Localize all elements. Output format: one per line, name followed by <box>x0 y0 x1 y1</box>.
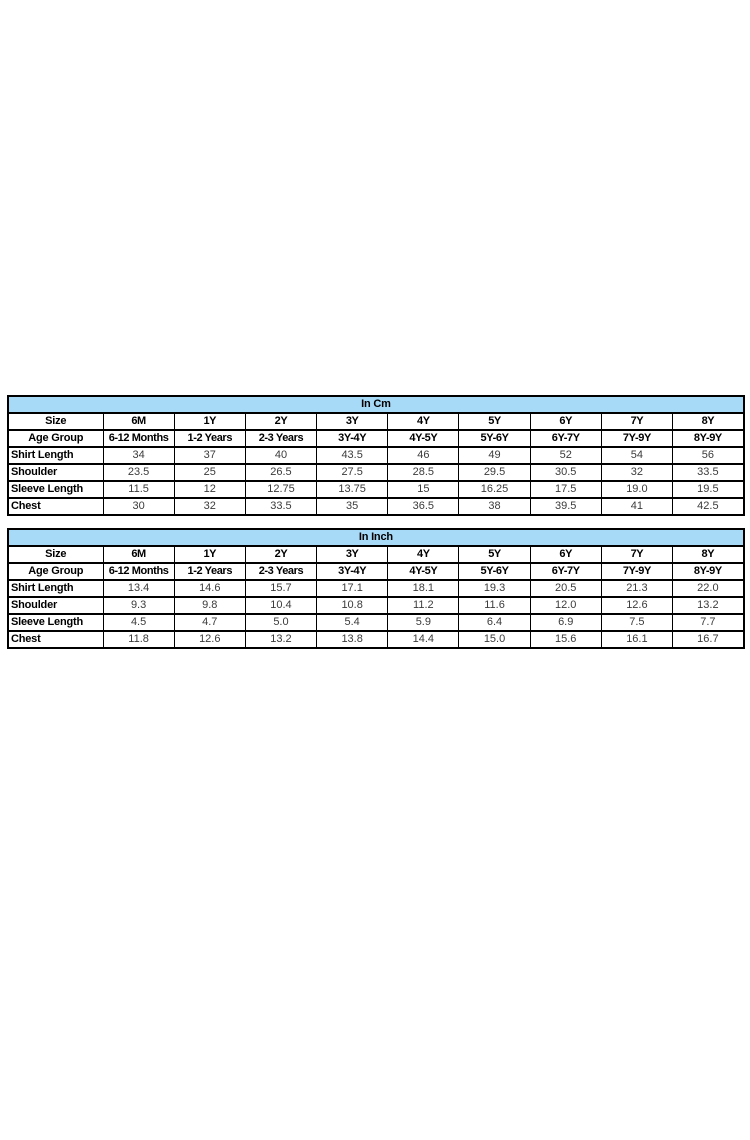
table-row <box>8 631 744 648</box>
row-label: Chest <box>8 498 103 515</box>
value-cell: 13.8 <box>317 631 388 648</box>
size-header-cell: 2Y <box>245 413 316 430</box>
value-cell: 35 <box>317 498 388 515</box>
row-label: Age Group <box>8 430 103 447</box>
value-cell: 19.5 <box>673 481 744 498</box>
row-label: Shirt Length <box>8 580 103 597</box>
age-group-cell: 6-12 Months <box>103 430 174 447</box>
value-cell: 19.3 <box>459 580 530 597</box>
value-cell: 26.5 <box>245 464 316 481</box>
value-cell: 13.2 <box>673 597 744 614</box>
value-cell: 30 <box>103 498 174 515</box>
value-cell: 56 <box>673 447 744 464</box>
size-header-cell: 6M <box>103 546 174 563</box>
value-cell: 16.25 <box>459 481 530 498</box>
value-cell: 34 <box>103 447 174 464</box>
table-row <box>8 464 744 481</box>
value-cell: 14.6 <box>174 580 245 597</box>
value-cell: 15.6 <box>530 631 601 648</box>
value-cell: 22.0 <box>673 580 744 597</box>
value-cell: 12.6 <box>601 597 672 614</box>
size-header-cell: 8Y <box>673 413 744 430</box>
size-header-cell: 8Y <box>673 546 744 563</box>
value-cell: 32 <box>174 498 245 515</box>
value-cell: 5.4 <box>317 614 388 631</box>
value-cell: 39.5 <box>530 498 601 515</box>
size-header-cell: 1Y <box>174 546 245 563</box>
value-cell: 41 <box>601 498 672 515</box>
value-cell: 52 <box>530 447 601 464</box>
value-cell: 10.8 <box>317 597 388 614</box>
age-group-cell: 7Y-9Y <box>601 563 672 580</box>
table-row <box>8 563 744 580</box>
value-cell: 11.2 <box>388 597 459 614</box>
value-cell: 11.6 <box>459 597 530 614</box>
value-cell: 30.5 <box>530 464 601 481</box>
value-cell: 33.5 <box>245 498 316 515</box>
age-group-cell: 4Y-5Y <box>388 563 459 580</box>
value-cell: 43.5 <box>317 447 388 464</box>
value-cell: 11.8 <box>103 631 174 648</box>
value-cell: 9.3 <box>103 597 174 614</box>
value-cell: 13.2 <box>245 631 316 648</box>
age-group-cell: 8Y-9Y <box>673 430 744 447</box>
table-row <box>8 580 744 597</box>
value-cell: 27.5 <box>317 464 388 481</box>
value-cell: 10.4 <box>245 597 316 614</box>
row-label: Size <box>8 546 103 563</box>
value-cell: 32 <box>601 464 672 481</box>
value-cell: 7.5 <box>601 614 672 631</box>
age-group-cell: 2-3 Years <box>245 430 316 447</box>
row-label: Size <box>8 413 103 430</box>
value-cell: 12.6 <box>174 631 245 648</box>
value-cell: 4.7 <box>174 614 245 631</box>
size-header-cell: 6M <box>103 413 174 430</box>
value-cell: 7.7 <box>673 614 744 631</box>
value-cell: 19.0 <box>601 481 672 498</box>
value-cell: 9.8 <box>174 597 245 614</box>
table-row <box>8 447 744 464</box>
row-label: Shirt Length <box>8 447 103 464</box>
table-title-row <box>8 396 744 413</box>
size-header-cell: 6Y <box>530 546 601 563</box>
size-table-inch <box>7 528 745 649</box>
size-header-cell: 7Y <box>601 546 672 563</box>
size-header-cell: 2Y <box>245 546 316 563</box>
value-cell: 49 <box>459 447 530 464</box>
value-cell: 37 <box>174 447 245 464</box>
age-group-cell: 4Y-5Y <box>388 430 459 447</box>
age-group-cell: 6-12 Months <box>103 563 174 580</box>
value-cell: 17.1 <box>317 580 388 597</box>
value-cell: 33.5 <box>673 464 744 481</box>
value-cell: 15.0 <box>459 631 530 648</box>
age-group-cell: 2-3 Years <box>245 563 316 580</box>
size-header-cell: 3Y <box>317 546 388 563</box>
value-cell: 12.0 <box>530 597 601 614</box>
value-cell: 42.5 <box>673 498 744 515</box>
table-row <box>8 430 744 447</box>
table-title: In Inch <box>8 529 744 546</box>
size-header-cell: 5Y <box>459 413 530 430</box>
row-label: Sleeve Length <box>8 481 103 498</box>
value-cell: 6.4 <box>459 614 530 631</box>
table-row <box>8 546 744 563</box>
value-cell: 16.7 <box>673 631 744 648</box>
value-cell: 16.1 <box>601 631 672 648</box>
age-group-cell: 1-2 Years <box>174 430 245 447</box>
value-cell: 5.9 <box>388 614 459 631</box>
value-cell: 12.75 <box>245 481 316 498</box>
age-group-cell: 3Y-4Y <box>317 430 388 447</box>
row-label: Sleeve Length <box>8 614 103 631</box>
age-group-cell: 3Y-4Y <box>317 563 388 580</box>
value-cell: 14.4 <box>388 631 459 648</box>
value-cell: 15 <box>388 481 459 498</box>
row-label: Age Group <box>8 563 103 580</box>
age-group-cell: 5Y-6Y <box>459 430 530 447</box>
row-label: Chest <box>8 631 103 648</box>
value-cell: 28.5 <box>388 464 459 481</box>
size-header-cell: 7Y <box>601 413 672 430</box>
table-row <box>8 614 744 631</box>
table-row <box>8 498 744 515</box>
size-header-cell: 4Y <box>388 413 459 430</box>
value-cell: 23.5 <box>103 464 174 481</box>
value-cell: 46 <box>388 447 459 464</box>
value-cell: 6.9 <box>530 614 601 631</box>
size-header-cell: 1Y <box>174 413 245 430</box>
table-row <box>8 413 744 430</box>
size-header-cell: 3Y <box>317 413 388 430</box>
table-title: In Cm <box>8 396 744 413</box>
age-group-cell: 8Y-9Y <box>673 563 744 580</box>
value-cell: 5.0 <box>245 614 316 631</box>
value-cell: 15.7 <box>245 580 316 597</box>
value-cell: 18.1 <box>388 580 459 597</box>
value-cell: 17.5 <box>530 481 601 498</box>
value-cell: 13.75 <box>317 481 388 498</box>
age-group-cell: 6Y-7Y <box>530 430 601 447</box>
row-label: Shoulder <box>8 597 103 614</box>
value-cell: 4.5 <box>103 614 174 631</box>
age-group-cell: 5Y-6Y <box>459 563 530 580</box>
value-cell: 36.5 <box>388 498 459 515</box>
value-cell: 29.5 <box>459 464 530 481</box>
row-label: Shoulder <box>8 464 103 481</box>
value-cell: 20.5 <box>530 580 601 597</box>
size-header-cell: 6Y <box>530 413 601 430</box>
value-cell: 11.5 <box>103 481 174 498</box>
value-cell: 38 <box>459 498 530 515</box>
age-group-cell: 7Y-9Y <box>601 430 672 447</box>
value-cell: 12 <box>174 481 245 498</box>
value-cell: 54 <box>601 447 672 464</box>
value-cell: 21.3 <box>601 580 672 597</box>
age-group-cell: 1-2 Years <box>174 563 245 580</box>
value-cell: 13.4 <box>103 580 174 597</box>
size-table-cm <box>7 395 745 516</box>
age-group-cell: 6Y-7Y <box>530 563 601 580</box>
table-row <box>8 481 744 498</box>
table-title-row <box>8 529 744 546</box>
value-cell: 40 <box>245 447 316 464</box>
size-header-cell: 5Y <box>459 546 530 563</box>
size-header-cell: 4Y <box>388 546 459 563</box>
value-cell: 25 <box>174 464 245 481</box>
table-row <box>8 597 744 614</box>
